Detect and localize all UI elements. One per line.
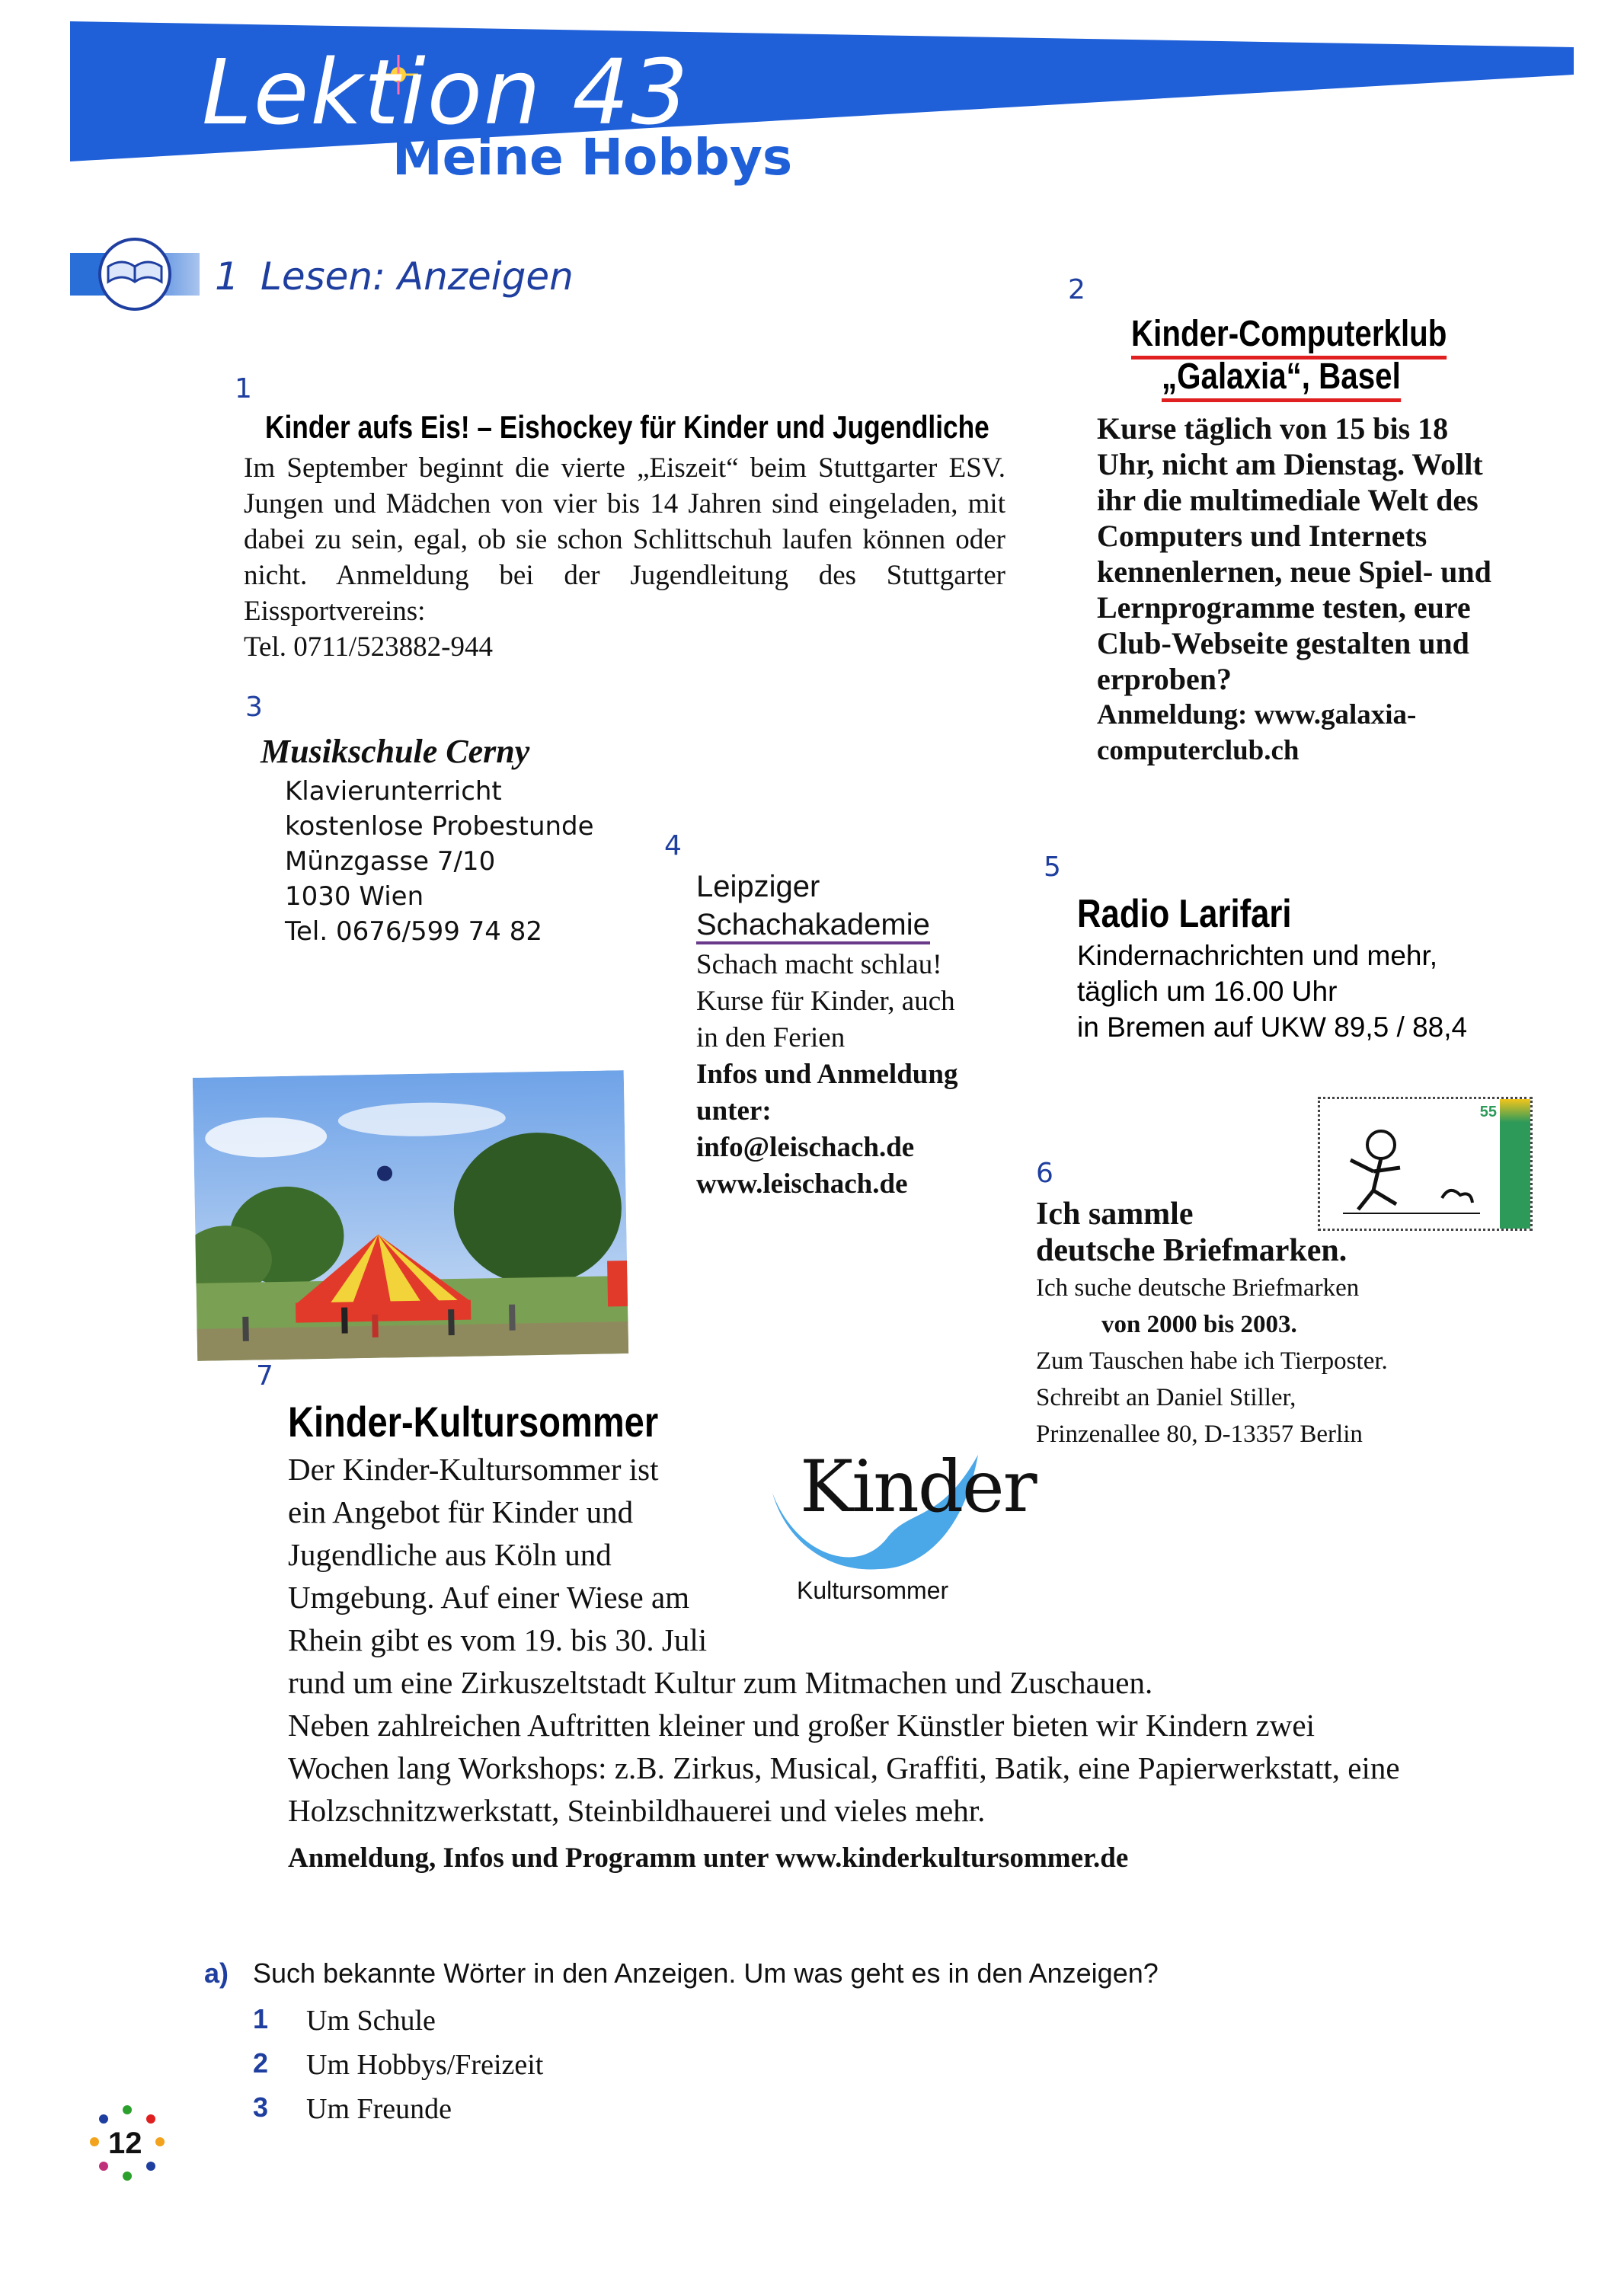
ad-musikschule: [245, 692, 672, 949]
ad-line: Holzschnitzwerkstatt, Steinbildhauerei und vieles mehr.: [288, 1793, 986, 1828]
circus-photo: [193, 1070, 628, 1361]
ad-title-line1: Ich sammle: [1036, 1197, 1194, 1232]
ad-line: Umgebung. Auf einer Wiese am: [288, 1580, 690, 1615]
ad-line: Klavierunterricht: [285, 776, 502, 807]
option-number: 2: [253, 2047, 269, 2079]
ad-title-line2: „Galaxia“, Basel: [1162, 356, 1401, 402]
ad-line: Der Kinder-Kultursommer ist: [288, 1452, 659, 1487]
ad-line: in Bremen auf UKW 89,5 / 88,4: [1077, 1011, 1468, 1043]
ad-line: 1030 Wien: [285, 881, 424, 912]
ad-email: info@leischach.de: [696, 1132, 915, 1163]
ad-schachakademie: [664, 830, 999, 1203]
task-question: Such bekannte Wörter in den Anzeigen. Um was geht es in den Anzeigen?: [253, 1957, 1159, 1989]
ad-number: 4: [664, 830, 682, 861]
ad-eishockey: [235, 373, 1021, 665]
open-book-icon: [93, 236, 177, 312]
ad-line: in den Ferien: [696, 1022, 846, 1053]
stamp-drawing: [1335, 1114, 1488, 1221]
ad-line-bold: von 2000 bis 2003.: [1101, 1311, 1297, 1338]
ad-number: 7: [256, 1360, 273, 1392]
option-text: Um Hobbys/Freizeit: [306, 2049, 544, 2081]
ad-body: Im September beginnt die vierte „Eiszeit“ beim Stuttgarter ESV. Jungen und Mädchen von vier bis 14 Jahren sind eingeladen, mit dabei zu sein, egal, ob sie schon Schlittschuh laufen können oder nicht. Anmeldung bei der Jugendleitung des Stuttgarter Eissportvereins:: [244, 452, 1005, 627]
ad-number: 2: [1068, 274, 1085, 305]
page-number: 12: [108, 2127, 142, 2160]
ad-line-bold: Infos und Anmeldung: [696, 1059, 958, 1090]
task-label: a): [204, 1957, 229, 1989]
ad-line: Jugendliche aus Köln und: [288, 1537, 612, 1572]
ad-title-line1: Leipziger: [696, 870, 820, 903]
stamp-image: [1318, 1097, 1533, 1231]
ad-line: Schreibt an Daniel Stiller,: [1036, 1384, 1296, 1411]
ad-line: Wochen lang Workshops: z.B. Zirkus, Musical, Graffiti, Batik, eine Papierwerkstatt, eine: [288, 1750, 1400, 1785]
option-text: Um Freunde: [306, 2093, 452, 2125]
ad-title-line2: Schachakademie: [696, 908, 930, 944]
ad-line: Kindernachrichten und mehr,: [1077, 940, 1438, 971]
option-number: 3: [253, 2092, 269, 2123]
task-a: [204, 1954, 1499, 2131]
ad-line: Neben zahlreichen Auftritten kleiner und großer Künstler bieten wir Kindern zwei: [288, 1708, 1315, 1743]
ad-line: rund um eine Zirkuszeltstadt Kultur zum Mitmachen und Zuschauen.: [288, 1665, 1153, 1700]
page-number-badge: [85, 2102, 169, 2186]
ad-line: Schach macht schlau!: [696, 949, 942, 980]
logo-word: Kinder: [800, 1446, 1036, 1529]
header-banner: [0, 0, 1624, 187]
ad-line: kostenlose Probestunde: [285, 811, 594, 842]
lesson-title: Lektion 43: [202, 40, 690, 145]
circus-tent-image: [193, 1070, 628, 1361]
logo-caption: Kultursommer: [797, 1577, 949, 1604]
ad-number: 1: [235, 373, 252, 404]
ad-website: www.leischach.de: [696, 1168, 908, 1200]
ad-computerklub: [1068, 274, 1523, 769]
ad-line: Prinzenallee 80, D-13357 Berlin: [1036, 1421, 1363, 1448]
ad-line: ein Angebot für Kinder und: [288, 1494, 634, 1529]
ad-number: 5: [1044, 852, 1061, 883]
ad-title-line1: Kinder-Computerklub: [1131, 313, 1447, 360]
lesson-subtitle: Meine Hobbys: [392, 128, 793, 187]
ad-title: Radio Larifari: [1077, 892, 1292, 936]
stamp-strip: [1500, 1099, 1530, 1229]
option-number: 1: [253, 2003, 269, 2034]
ad-title: Musikschule Cerny: [261, 733, 530, 770]
ad-title-line2: deutsche Briefmarken.: [1036, 1233, 1347, 1268]
ad-signup: Anmeldung: www.galaxia-computerclub.ch: [1097, 699, 1417, 766]
ad-signup: Anmeldung, Infos und Programm unter www.kinderkultursommer.de: [288, 1842, 1129, 1874]
ad-number: 6: [1036, 1158, 1053, 1189]
section-title: Lesen: Anzeigen: [261, 254, 574, 299]
ad-line: Tel. 0676/599 74 82: [285, 916, 542, 947]
section-heading: [70, 236, 679, 312]
ad-line: Ich suche deutsche Briefmarken: [1036, 1274, 1360, 1302]
ad-body: Kurse täglich von 15 bis 18 Uhr, nicht am Dienstag. Wollt ihr die multimediale Welt des Computers und Internets kennenlernen, neue Spiel- und Lernprogramme testen, eure Club-Webseite gestalten und erproben?: [1097, 411, 1491, 696]
ad-title: Kinder aufs Eis! – Eishockey für Kinder und Jugendliche: [265, 409, 989, 445]
ad-line-bold: unter:: [696, 1095, 772, 1127]
kultursommer-logo: [765, 1424, 1036, 1622]
ad-phone: Tel. 0711/523882-944: [244, 631, 493, 663]
ad-line: täglich um 16.00 Uhr: [1077, 976, 1338, 1007]
ad-line: Zum Tauschen habe ich Tierposter.: [1036, 1347, 1388, 1375]
ad-title: Kinder-Kultursommer: [288, 1398, 659, 1446]
option-text: Um Schule: [306, 2005, 436, 2037]
ad-radio: [1044, 852, 1546, 1045]
ad-number: 3: [245, 692, 263, 723]
ad-line: Rhein gibt es vom 19. bis 30. Juli: [288, 1622, 708, 1657]
ad-line: Münzgasse 7/10: [285, 846, 496, 877]
section-number: 1: [215, 254, 239, 299]
stamp-value: 55: [1479, 1104, 1497, 1120]
ad-line: Kurse für Kinder, auch: [696, 986, 955, 1017]
